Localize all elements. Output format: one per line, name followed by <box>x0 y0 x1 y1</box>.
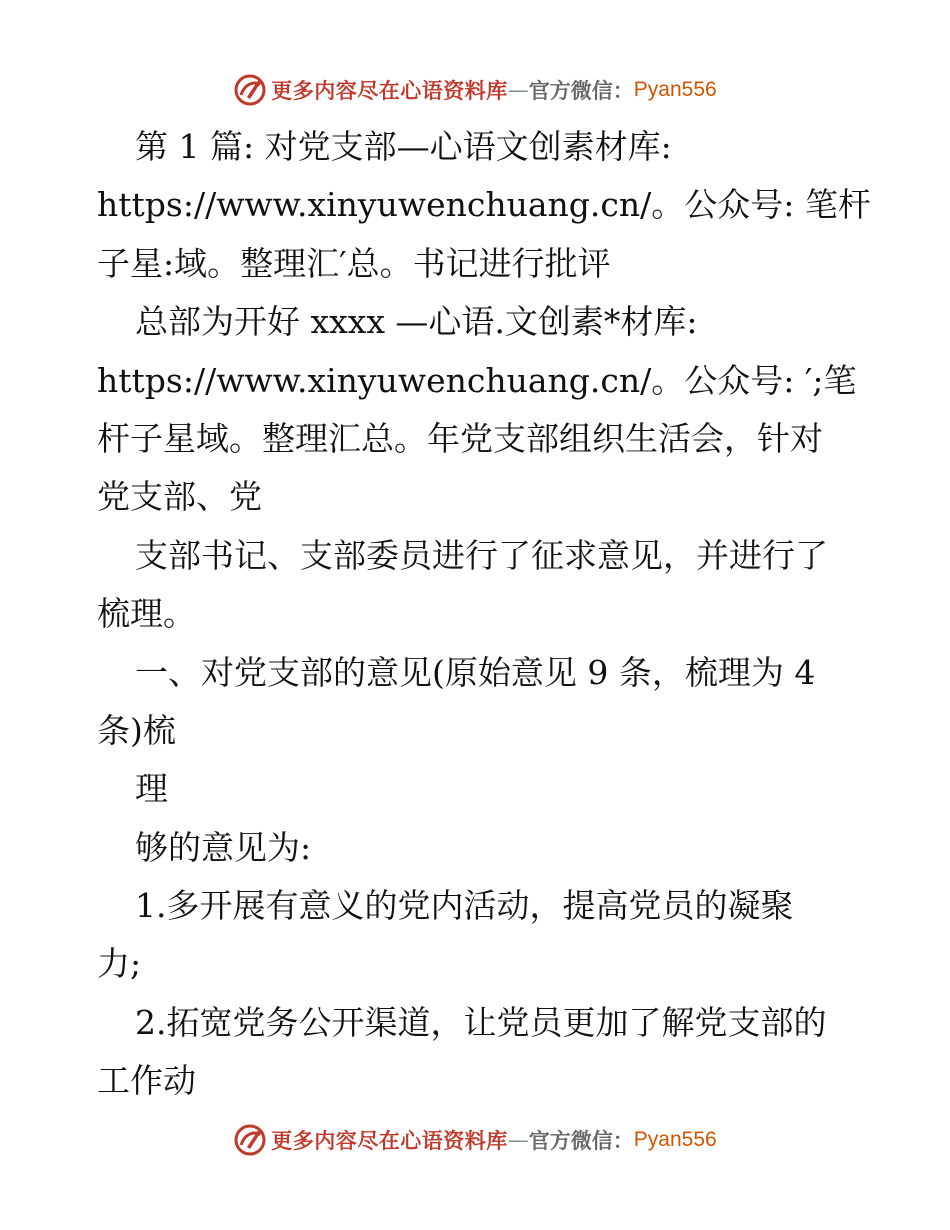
footer-banner <box>0 1120 950 1160</box>
text-line: 条)梳 <box>97 710 176 750</box>
text-line: 2.拓宽党务公开渠道，让党员更加了解党支部的 <box>135 1002 827 1042</box>
text-line: 党支部、党 <box>97 477 262 517</box>
banner-dash: — <box>507 78 529 102</box>
text-line: 工作动 <box>97 1061 196 1101</box>
text-line: 支部书记、支部委员进行了征求意见，并进行了 <box>135 535 828 575</box>
header-banner <box>0 70 950 110</box>
banner-wechat-id: Pyan556 <box>633 1128 717 1151</box>
text-line: 总部为开好 xxxx —心语.文创素*材库: <box>135 302 698 342</box>
logo-icon <box>233 73 267 107</box>
banner-dash: — <box>507 1128 529 1152</box>
text-line: 杆子星域。整理汇总。年党支部组织生活会，针对 <box>97 418 823 458</box>
text-line: 1.多开展有意义的党内活动，提高党员的凝聚 <box>135 886 794 926</box>
document-body <box>97 118 871 1111</box>
banner-wechat-label: 官方微信： <box>528 78 634 103</box>
text-line: https://www.xinyuwenchuang.cn/。公众号: 笔杆 <box>97 185 871 225</box>
text-line: 子星:域。整理汇′总。书记进行批评 <box>97 243 611 283</box>
text-line: 力; <box>97 944 142 984</box>
text-line: 梳理。 <box>97 594 196 634</box>
banner-wechat-label: 官方微信： <box>528 1128 634 1153</box>
banner-tagline: 更多内容尽在心语资料库 <box>271 1128 508 1153</box>
text-line: https://www.xinyuwenchuang.cn/。公众号: ′;笔 <box>97 360 857 400</box>
text-line: 第 1 篇: 对党支部—心语文创素材库: <box>135 127 672 166</box>
text-line: 一、对党支部的意见(原始意见 9 条，梳理为 4 <box>135 652 816 692</box>
logo-icon <box>233 1123 267 1157</box>
banner-tagline: 更多内容尽在心语资料库 <box>271 78 508 103</box>
text-line: 够的意见为: <box>135 827 312 867</box>
banner-wechat-id: Pyan556 <box>633 78 717 101</box>
text-line: 理 <box>135 769 168 809</box>
